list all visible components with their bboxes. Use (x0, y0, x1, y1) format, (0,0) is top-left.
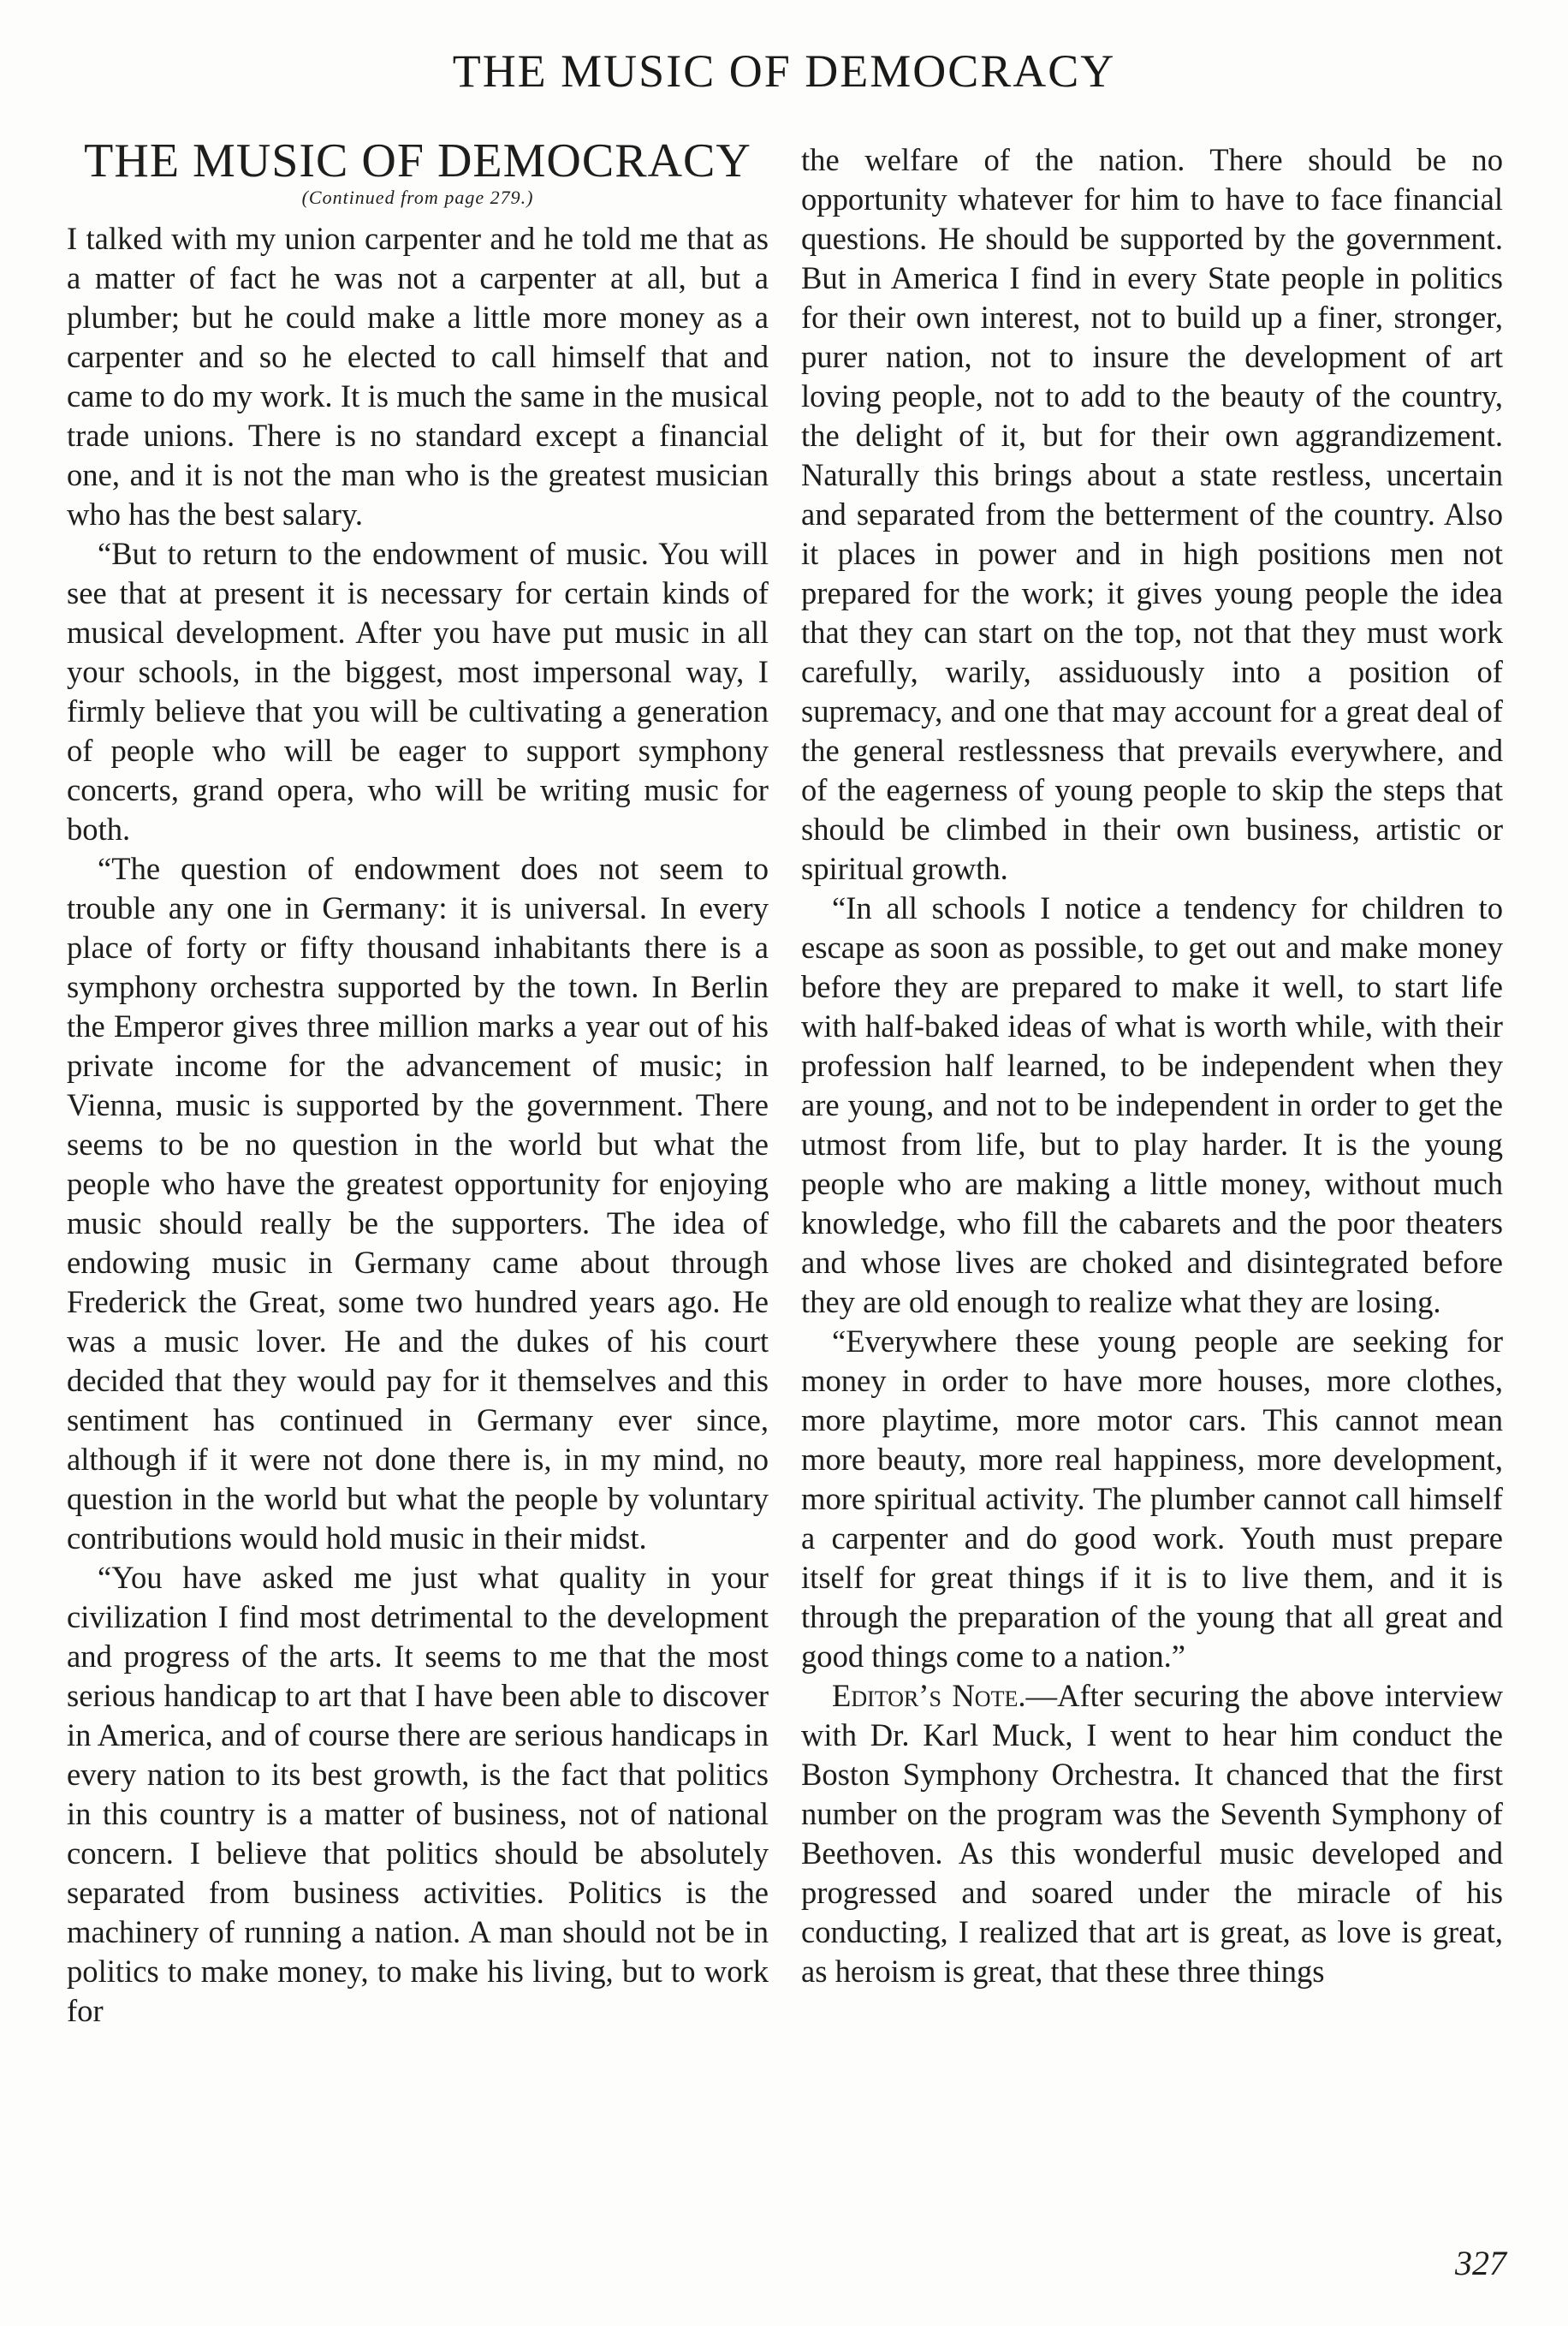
left-column (67, 134, 769, 2031)
paragraph: “Everywhere these young people are seeking for money in order to have more houses, more clothes, more playtime, more motor cars. This cannot mean more beauty, more real happiness, more development, more spiritual activity. The plumber cannot call himself a carpenter and do good work. Youth must prepare itself for great things if it is to live them, and it is through the preparation of the young that all great and good things come to a nation.” (801, 1324, 1503, 1674)
continued-note: (Continued from page 279.) (301, 187, 534, 208)
running-head: THE MUSIC OF DEMOCRACY (452, 45, 1116, 97)
article-title: THE MUSIC OF DEMOCRACY (84, 134, 751, 187)
paragraph: “The question of endowment does not seem to trouble any one in Germany: it is universal. In every place of forty or fifty thousand inhabitants there is a symphony orchestra supported by the town. In Berlin the Emperor gives three million marks a year out of his private income for the advancement of music; in Vienna, music is supported by the government. There seems to be no question in the world but what the people who have the greatest opportunity for enjoying music should really be the supporters. The idea of endowing music in Germany came about through Frederick the Great, some two hundred years ago. He was a music lover. He and the dukes of his court decided that they would pay for it themselves and this sentiment has continued in Germany ever since, although if it were not done there is, in my mind, no question in the world but what the people by voluntary contributions would hold music in their midst. (67, 851, 769, 1556)
paragraph: “But to return to the endowment of music. You will see that at present it is necessary for certain kinds of musical development. After you have put music in all your schools, in the biggest, most impersonal way, I firmly believe that you will be cultivating a generation of people who will be eager to support symphony concerts, grand opera, who will be writing music for both. (67, 536, 769, 847)
paragraph: “In all schools I notice a tendency for children to escape as soon as possible, to get out and make money before they are prepared to make it well, to start life with half-baked ideas of what is worth while, with their profession half learned, to be independent when they are young, and not to be independent in order to get the utmost from life, but to play harder. It is the young people who are making a little money, without much knowledge, who fill the cabarets and the poor theaters and whose lives are choked and disintegrated before they are old enough to realize what they are losing. (801, 890, 1503, 1319)
paragraph: the welfare of the nation. There should be no opportunity whatever for him to have to face financial questions. He should be supported by the government. But in America I find in every State people in politics for their own interest, not to build up a finer, stronger, purer nation, not to insure the development of art loving people, not to add to the beauty of the country, the delight of it, but for their own aggrandizement. Naturally this brings about a state restless, uncertain and separated from the betterment of the country. Also it places in power and in high positions men not prepared for the work; it gives young people the idea that they can start on the top, not that they must work carefully, warily, assiduously into a position of supremacy, and one that may account for a great deal of the general restlessness that prevails everywhere, and of the eagerness of young people to skip the steps that should be climbed in their own business, artistic or spiritual growth. (801, 142, 1503, 886)
right-column (801, 140, 1503, 1991)
editors-note-text: —After securing the above interview with Dr. Karl Muck, I went to hear him conduct the Boston Symphony Orchestra. It chanced that the first number on the program was the Seventh Symphony of Beethoven. As this wonderful music developed and progressed and soared under the miracle of his conducting, I realized that art is great, as love is great, as heroism is great, that these three things (801, 1678, 1504, 1989)
paragraph: “You have asked me just what quality in your civilization I find most detrimental to the development and progress of the arts. It seems to me that the most serious handicap to art that I have been able to discover in America, and of course there are serious handicaps in every nation to its best growth, is the fact that politics in this country is a matter of business, not of national concern. I believe that politics should be absolutely separated from business activities. Politics is the machinery of running a nation. A man should not be in politics to make money, to make his living, but to work for (67, 1560, 769, 2028)
page-number: 327 (1455, 2244, 1506, 2282)
paragraph: I talked with my union carpenter and he told me that as a matter of fact he was not a carpenter at all, but a plumber; but he could make a little more money as a carpenter and so he elected to call himself that and came to do my work. It is much the same in the musical trade unions. There is no standard except a financial one, and it is not the man who is the greatest musician who has the best salary. (67, 221, 769, 532)
editors-note (801, 1676, 1503, 1991)
editors-note-label: Editor’s Note. (832, 1678, 1026, 1713)
